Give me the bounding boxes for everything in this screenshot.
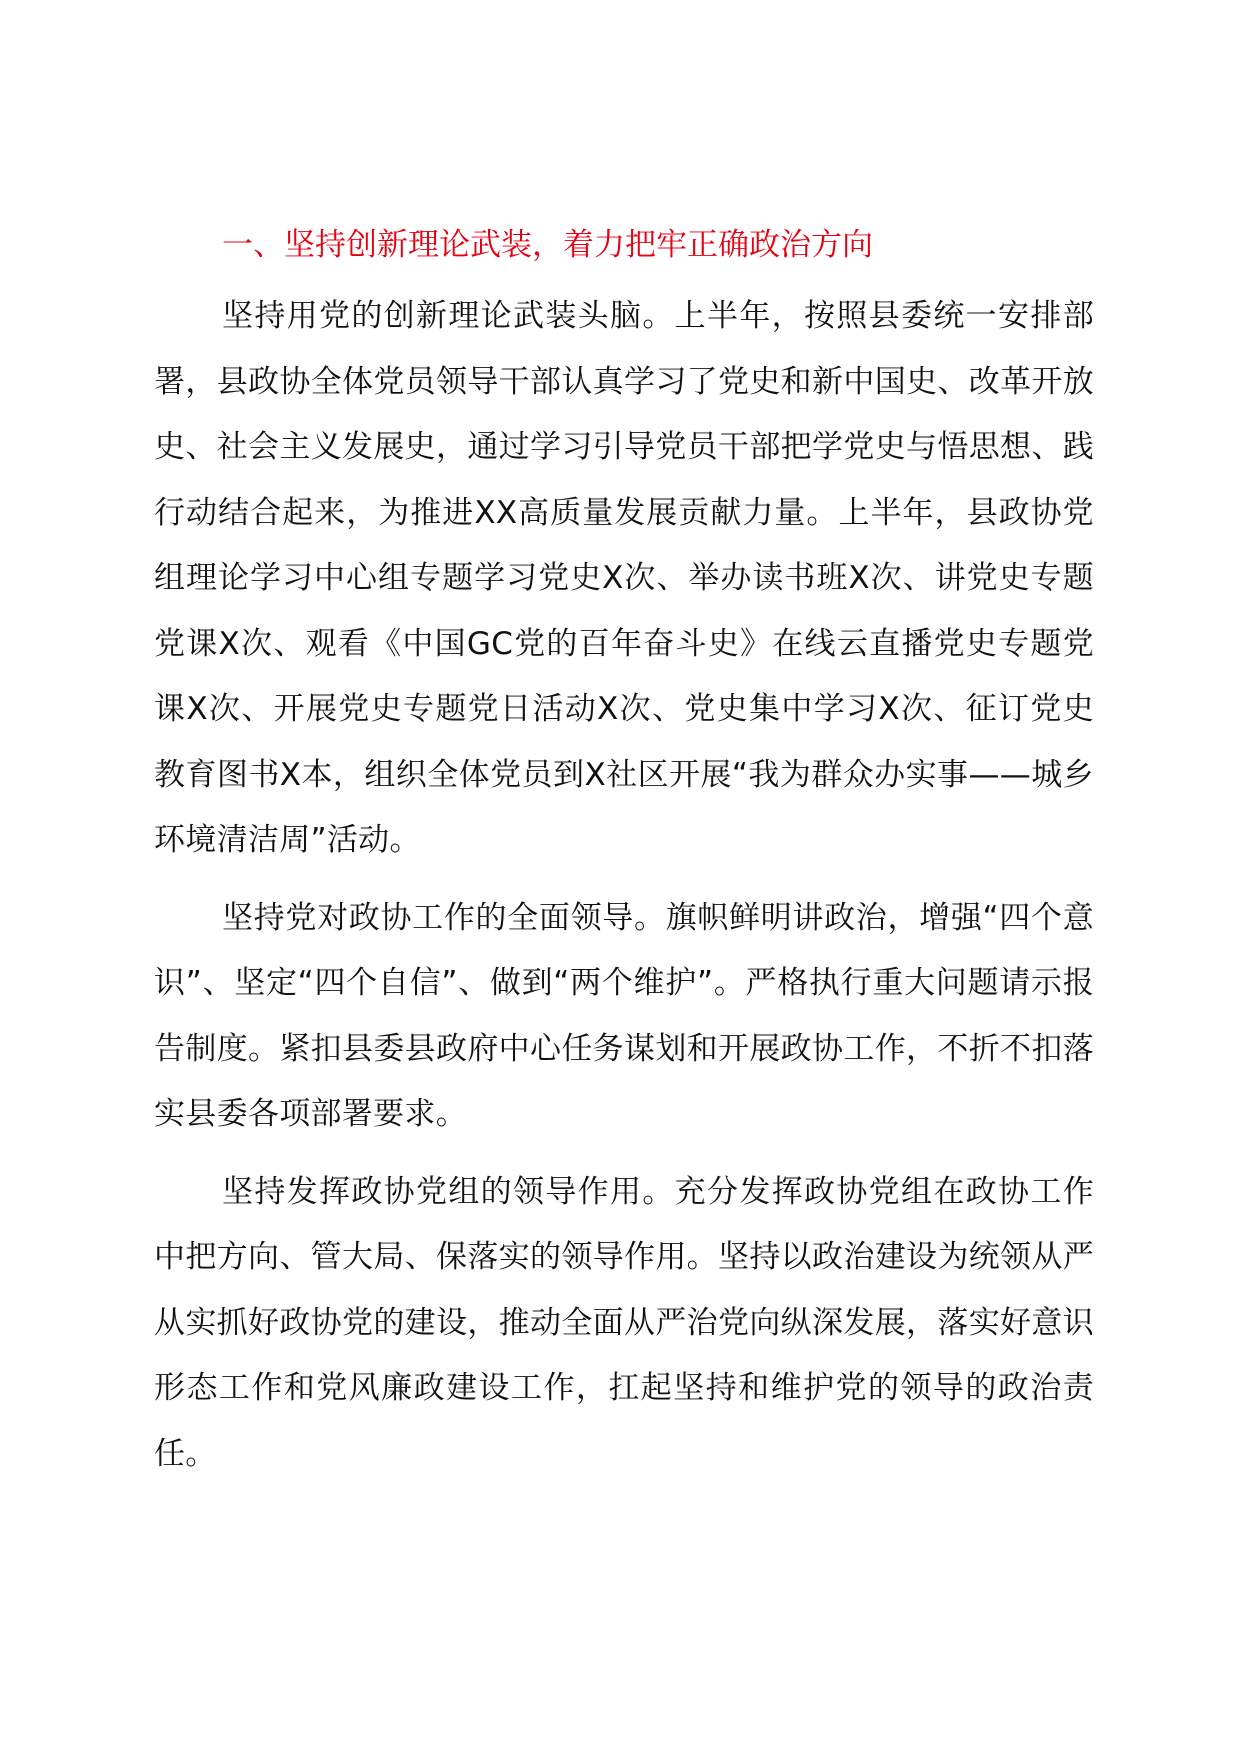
paragraph-party-leadership: 坚持党对政协工作的全面领导。旗帜鲜明讲政治，增强“四个意识”、坚定“四个自信”、做到“两个维护”。严格执行重大问题请示报告制度。紧扣县委县政府中心任务谋划和开展政协工作，不折不扣落实县委各项部署要求。 xyxy=(154,899,1094,1132)
paragraph-party-group-role: 坚持发挥政协党组的领导作用。充分发挥政协党组在政协工作中把方向、管大局、保落实的领导作用。坚持以政治建设为统领从严从实抓好政协党的建设，推动全面从严治党向纵深发展，落实好意识形态工作和党风廉政建设工作，扛起坚持和维护党的领导的政治责任。 xyxy=(154,1173,1094,1472)
document-body xyxy=(154,218,1094,1499)
paragraph-theory-study: 坚持用党的创新理论武装头脑。上半年，按照县委统一安排部署，县政协全体党员领导干部认真学习了党史和新中国史、改革开放史、社会主义发展史，通过学习引导党员干部把学党史与悟思想、践行动结合起来，为推进XX高质量发展贡献力量。上半年，县政协党组理论学习中心组专题学习党史X次、举办读书班X次、讲党史专题党课X次、观看《中国GC党的百年奋斗史》在线云直播党史专题党课X次、开展党史专题党日活动X次、党史集中学习X次、征订党史教育图书X本，组织全体党员到X社区开展“我为群众办实事——城乡环境清洁周”活动。 xyxy=(154,298,1094,858)
section-heading: 一、坚持创新理论武装，着力把牢正确政治方向 xyxy=(222,227,873,263)
